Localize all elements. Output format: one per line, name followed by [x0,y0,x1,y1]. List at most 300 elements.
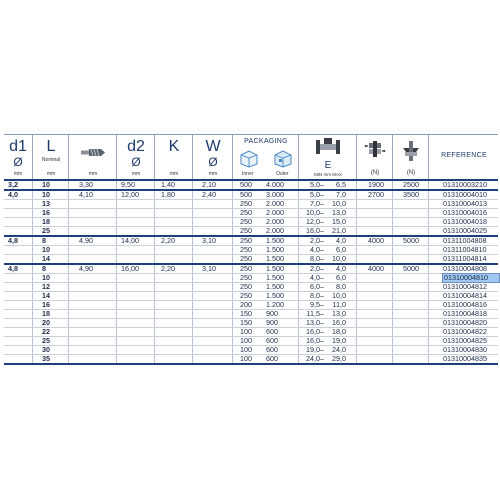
column-divider [392,274,393,282]
cell-n2: 5000 [403,264,419,273]
table-row[interactable] [4,181,498,189]
cell-d2: 16,00 [121,264,139,273]
rivet-group [4,237,498,265]
column-divider [192,209,193,217]
column-divider [192,191,193,199]
cell-emin: 4,0 [310,245,320,254]
column-divider [154,246,155,254]
column-divider [428,265,429,273]
cell-emax: 29,0 [332,354,346,363]
column-divider [32,246,33,254]
column-divider [356,274,357,282]
cell-emin: 24,0 [306,354,320,363]
header-d2-label: d2 [127,138,145,155]
column-divider [428,319,429,327]
cell-emax: 8,0 [336,282,346,291]
rivet-group [4,191,498,237]
header-w [192,135,233,179]
column-divider [298,274,299,282]
cell-ref[interactable]: 01310004818 [443,309,487,318]
column-divider [154,328,155,336]
outer-label: Outer [276,171,289,177]
column-divider [356,292,357,300]
cell-flute: 3,30 [79,180,93,189]
column-divider [392,346,393,354]
column-divider [68,218,69,226]
column-divider [232,246,233,254]
column-divider [154,218,155,226]
column-divider [192,337,193,345]
column-divider [428,227,429,235]
column-divider [154,355,155,363]
column-divider [428,310,429,318]
column-divider [356,337,357,345]
column-divider [192,310,193,318]
cell-emax: 18,0 [332,327,346,336]
column-divider [356,200,357,208]
column-divider [356,283,357,291]
column-divider [392,246,393,254]
column-divider [192,181,193,189]
column-divider [32,274,33,282]
column-divider [298,191,299,199]
cell-ref[interactable]: 01310004808 [443,264,487,273]
cell-d1: 4,8 [8,264,18,273]
cell-outer: 2.000 [266,217,284,226]
column-divider [392,181,393,189]
cell-d2: 9,50 [121,180,135,189]
column-divider [298,200,299,208]
cell-ref[interactable]: 01310004820 [443,318,487,327]
column-divider [116,301,117,309]
column-divider [116,355,117,363]
cell-emax: 15,0 [332,217,346,226]
unit-label: mm [131,171,141,177]
tensile-load-icon [400,140,422,164]
cell-emax: 19,0 [332,336,346,345]
cell-d2: 12,00 [121,190,139,199]
column-divider [392,209,393,217]
column-divider [356,255,357,263]
cell-emax: 11,0 [332,300,346,309]
cell-L: 8 [42,236,46,245]
column-divider [68,319,69,327]
cell-L: 22 [42,327,50,336]
cell-L: 10 [42,180,50,189]
column-divider [298,355,299,363]
column-divider [192,246,193,254]
cell-emax: 24,0 [332,345,346,354]
column-divider [392,218,393,226]
column-divider [232,274,233,282]
cell-flute: 4,90 [79,236,93,245]
cell-ref[interactable]: 01310004810 [443,274,499,282]
column-divider [232,355,233,363]
column-divider [232,283,233,291]
column-divider [32,292,33,300]
column-divider [154,237,155,245]
cell-L: 8 [42,264,46,273]
header-l-label: L [46,138,56,155]
column-divider [68,346,69,354]
column-divider [428,337,429,345]
cell-inner: 150 [240,309,252,318]
column-divider [232,292,233,300]
header-reference [428,135,499,179]
column-divider [32,181,33,189]
cell-flute: 4,10 [79,190,93,199]
cell-ref[interactable]: 01311004808 [443,236,487,245]
cell-emin: 16,0 [306,327,320,336]
column-divider [192,218,193,226]
column-divider [116,191,117,199]
grip-range-icon [313,138,343,156]
cell-inner: 150 [240,318,252,327]
column-divider [298,237,299,245]
cell-inner: 250 [240,273,252,282]
cell-inner: 200 [240,300,252,309]
column-divider [392,292,393,300]
range-dash: – [320,254,324,263]
cell-W: 2,40 [202,190,216,199]
cell-emax: 6,0 [336,245,346,254]
column-divider [192,346,193,354]
column-divider [428,237,429,245]
range-dash: – [320,180,324,189]
header-d1-label: d1 [9,138,27,155]
column-divider [392,227,393,235]
column-divider [428,274,429,282]
column-divider [428,246,429,254]
column-divider [428,255,429,263]
column-divider [298,310,299,318]
column-divider [32,227,33,235]
column-divider [68,337,69,345]
cell-emax: 13,0 [332,309,346,318]
cell-ref[interactable]: 01311004814 [443,254,487,263]
column-divider [356,346,357,354]
column-divider [116,227,117,235]
column-divider [154,255,155,263]
grip-range-units: MIN mm MAX [314,172,342,177]
column-divider [356,265,357,273]
table-row[interactable] [4,355,498,363]
cell-ref[interactable]: 01310004812 [443,282,487,291]
column-divider [116,274,117,282]
cell-inner: 100 [240,354,252,363]
cell-ref[interactable]: 01310004822 [443,327,487,336]
table-row[interactable] [4,227,498,235]
cell-emax: 10,0 [332,199,346,208]
cell-d1: 4,0 [8,190,18,199]
column-divider [192,328,193,336]
column-divider [154,292,155,300]
cell-inner: 250 [240,226,252,235]
cell-n1: 1900 [368,180,384,189]
cell-ref[interactable]: 01310004025 [443,226,487,235]
cell-emin: 2,0 [310,236,320,245]
cell-L: 25 [42,226,50,235]
cell-d1: 4,8 [8,236,18,245]
column-divider [68,227,69,235]
column-divider [32,191,33,199]
range-dash: – [320,318,324,327]
column-divider [32,337,33,345]
column-divider [428,200,429,208]
column-divider [192,283,193,291]
column-divider [232,237,233,245]
header-d2 [116,135,155,179]
cell-emin: 16,0 [306,226,320,235]
cell-outer: 1.500 [266,236,284,245]
column-divider [392,328,393,336]
column-divider [192,301,193,309]
cell-inner: 250 [240,264,252,273]
column-divider [356,191,357,199]
column-divider [116,265,117,273]
cell-ref[interactable]: 01310004016 [443,208,487,217]
column-divider [192,292,193,300]
cell-emin: 19,0 [306,345,320,354]
column-divider [32,301,33,309]
cell-emin: 12,0 [306,217,320,226]
header-l [32,135,69,179]
column-divider [232,200,233,208]
column-divider [232,310,233,318]
range-dash: – [320,300,324,309]
column-divider [428,346,429,354]
header-grip-range [298,135,357,179]
column-divider [356,319,357,327]
drill-bit-icon [81,148,105,157]
cell-emax: 10,0 [332,291,346,300]
column-divider [68,209,69,217]
column-divider [68,255,69,263]
reference-title: REFERENCE [441,152,487,159]
cell-ref[interactable]: 01310004013 [443,199,487,208]
column-divider [32,283,33,291]
cell-emax: 7,0 [336,190,346,199]
column-divider [68,237,69,245]
cell-outer: 1.500 [266,273,284,282]
range-dash: – [320,273,324,282]
column-divider [154,346,155,354]
cell-W: 2,10 [202,180,216,189]
cell-emin: 8,0 [310,291,320,300]
column-divider [32,200,33,208]
header-l-nominal: Nominal [41,157,61,163]
column-divider [232,191,233,199]
range-dash: – [320,226,324,235]
column-divider [154,310,155,318]
column-divider [392,255,393,263]
column-divider [116,181,117,189]
column-divider [116,346,117,354]
cell-n2: 2500 [403,180,419,189]
packaging-title: PACKAGING [244,138,288,145]
column-divider [32,218,33,226]
column-divider [298,328,299,336]
cell-d1: 3,2 [8,180,18,189]
column-divider [232,337,233,345]
cell-outer: 2.000 [266,226,284,235]
column-divider [68,265,69,273]
cell-emin: 13,0 [306,318,320,327]
column-divider [298,246,299,254]
table-row[interactable] [4,255,498,263]
cell-ref[interactable]: 01310004830 [443,345,487,354]
cell-W: 3,10 [202,264,216,273]
range-dash: – [320,309,324,318]
cell-emin: 11,5 [306,309,320,318]
cell-inner: 500 [240,190,252,199]
cell-ref[interactable]: 01311004810 [443,245,487,254]
header-drill [68,135,117,179]
column-divider [298,301,299,309]
header-w-label: W [205,138,221,155]
cell-outer: 4.000 [266,180,284,189]
range-dash: – [320,190,324,199]
column-divider [428,181,429,189]
column-divider [32,310,33,318]
column-divider [154,283,155,291]
column-divider [428,283,429,291]
cell-inner: 250 [240,291,252,300]
column-divider [392,310,393,318]
cell-n2: 5000 [403,236,419,245]
cell-outer: 1.500 [266,291,284,300]
table-body [4,181,498,365]
cell-inner: 100 [240,327,252,336]
column-divider [298,337,299,345]
column-divider [116,237,117,245]
column-divider [298,255,299,263]
column-divider [298,181,299,189]
unit-label: mm [46,171,56,177]
column-divider [32,265,33,273]
cell-ref[interactable]: 01310004814 [443,291,487,300]
cell-L: 12 [42,282,50,291]
column-divider [392,191,393,199]
range-dash: – [320,236,324,245]
cell-outer: 1.500 [266,254,284,263]
column-divider [154,337,155,345]
cell-L: 14 [42,291,50,300]
column-divider [68,191,69,199]
column-divider [298,292,299,300]
column-divider [68,246,69,254]
grip-range-label: E [324,160,332,171]
cell-K: 2,20 [161,236,175,245]
range-dash: – [320,345,324,354]
column-divider [116,337,117,345]
column-divider [192,237,193,245]
cell-inner: 250 [240,282,252,291]
cell-outer: 1.500 [266,282,284,291]
column-divider [116,200,117,208]
cell-L: 35 [42,354,50,363]
column-divider [192,355,193,363]
cell-emax: 21,0 [332,226,346,235]
cell-L: 18 [42,309,50,318]
cell-L: 13 [42,199,50,208]
cell-K: 1,40 [161,180,175,189]
cell-L: 16 [42,300,50,309]
cell-outer: 1.500 [266,264,284,273]
column-divider [232,328,233,336]
diameter-symbol: Ø [208,155,218,169]
column-divider [116,328,117,336]
range-dash: – [320,327,324,336]
cell-emin: 4,0 [310,273,320,282]
column-divider [232,218,233,226]
column-divider [356,237,357,245]
range-dash: – [320,291,324,300]
column-divider [68,181,69,189]
cell-ref[interactable]: 01310004010 [443,190,487,199]
cell-L: 30 [42,345,50,354]
cell-ref[interactable]: 01310004835 [443,354,487,363]
column-divider [298,346,299,354]
cell-inner: 250 [240,217,252,226]
column-divider [232,227,233,235]
cell-emin: 10,0 [306,208,320,217]
outer-box-icon [273,148,293,168]
column-divider [68,200,69,208]
cell-ref[interactable]: 01310004816 [443,300,487,309]
cell-d2: 14,00 [121,236,139,245]
column-divider [298,319,299,327]
tensile-unit: (N) [406,170,416,176]
column-divider [68,355,69,363]
header-k [154,135,193,179]
cell-emax: 4,0 [336,236,346,245]
cell-outer: 1.500 [266,245,284,254]
cell-ref[interactable]: 01310004825 [443,336,487,345]
column-divider [116,283,117,291]
inner-box-icon [239,148,259,168]
column-divider [356,355,357,363]
cell-emin: 8,0 [310,254,320,263]
cell-inner: 250 [240,236,252,245]
cell-emin: 16,0 [306,336,320,345]
range-dash: – [320,264,324,273]
column-divider [116,246,117,254]
cell-emax: 10,0 [332,254,346,263]
cell-n1: 4000 [368,236,384,245]
shear-load-icon [364,140,386,164]
column-divider [192,227,193,235]
cell-L: 20 [42,318,50,327]
column-divider [392,337,393,345]
shear-unit: (N) [370,170,380,176]
column-divider [192,255,193,263]
column-divider [356,310,357,318]
range-dash: – [320,354,324,363]
column-divider [232,209,233,217]
cell-inner: 100 [240,345,252,354]
cell-emin: 5,0 [310,180,320,189]
column-divider [116,292,117,300]
column-divider [428,301,429,309]
column-divider [68,292,69,300]
cell-ref[interactable]: 01310004018 [443,217,487,226]
column-divider [428,328,429,336]
cell-ref[interactable]: 01310003210 [443,180,487,189]
cell-W: 3,10 [202,236,216,245]
column-divider [392,200,393,208]
column-divider [232,265,233,273]
